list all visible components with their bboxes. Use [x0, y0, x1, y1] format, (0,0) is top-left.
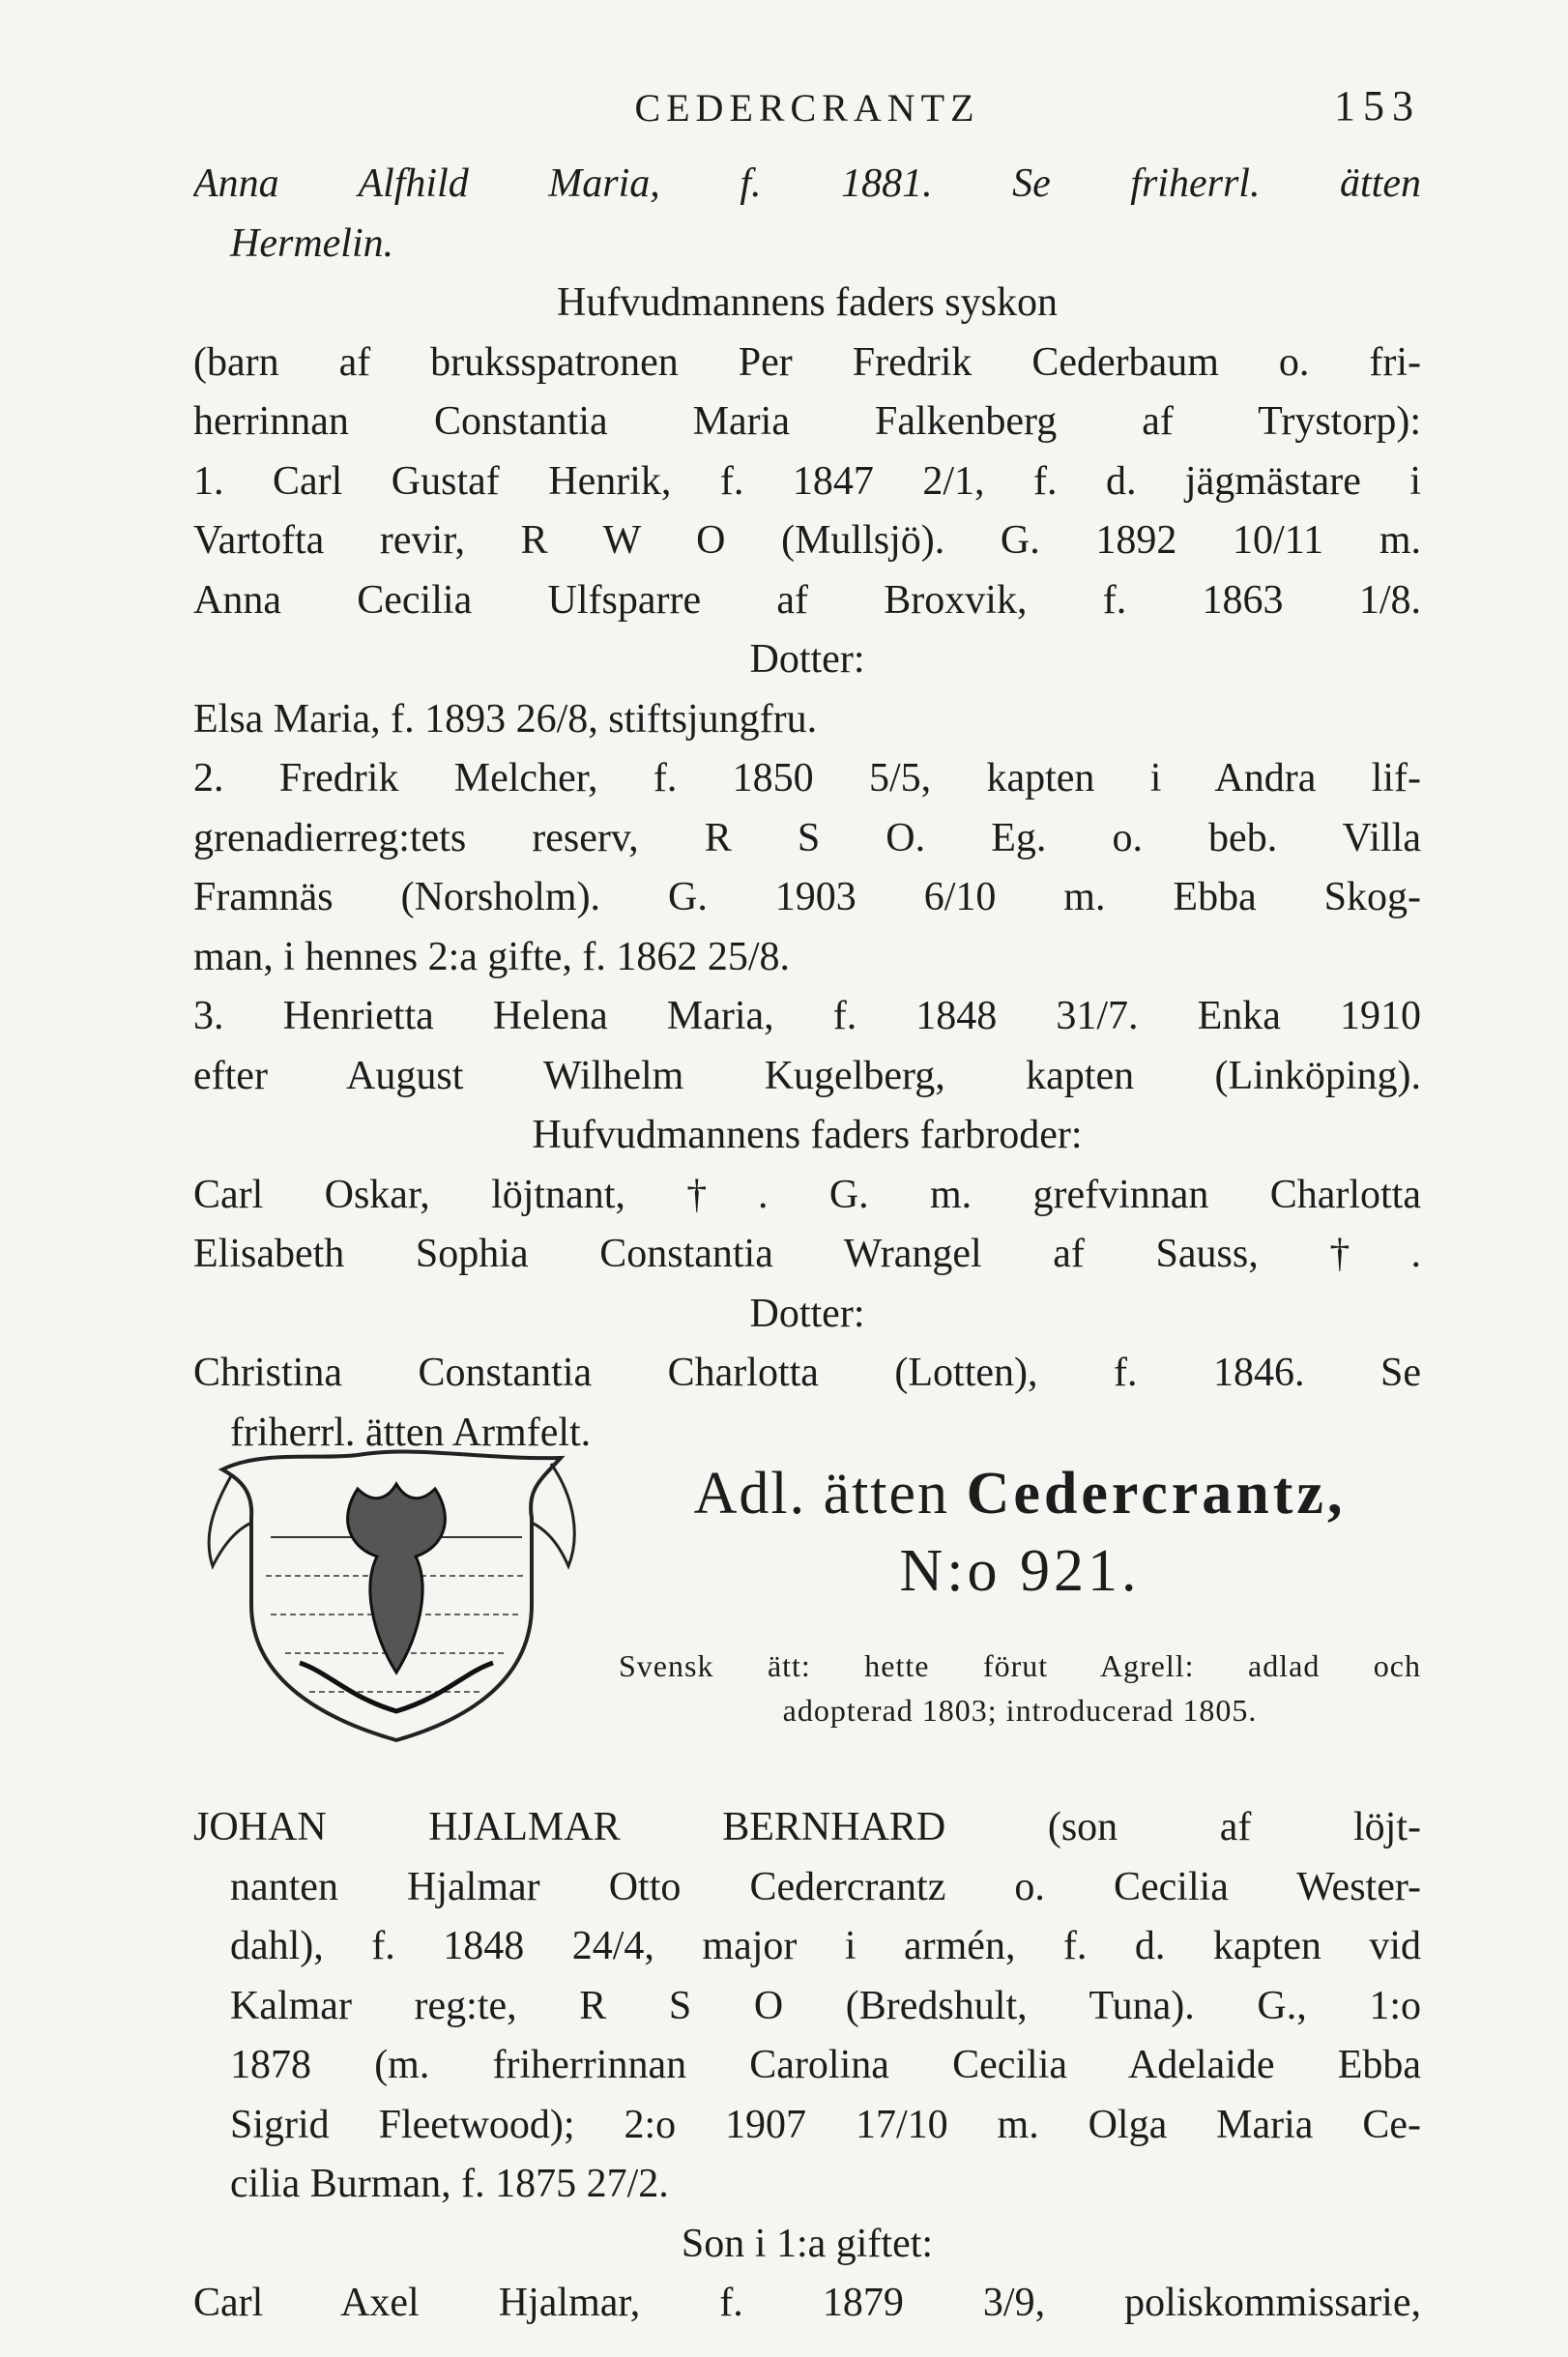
- text-line: 1878 (m. friherrinnan Carolina Cecilia Adelaide Ebba: [230, 2043, 1421, 2087]
- text-line: Elisabeth Sophia Constantia Wrangel af Sauss, †.: [193, 1232, 1421, 1276]
- section-heading: Dotter:: [749, 1291, 865, 1336]
- text-line: (barn af bruksspatronen Per Fredrik Cederbaum o. fri-: [193, 339, 1421, 385]
- main-entry-text: [193, 1798, 1421, 2334]
- text-line: grenadierreg:tets reserv, R S O. Eg. o. beb. Villa: [193, 815, 1421, 860]
- text-line: Sigrid Fleetwood); 2:o 1907 17/10 m. Olga Maria Ce-: [230, 2102, 1421, 2147]
- note-line: adopterad 1803; introducerad 1805.: [782, 1693, 1258, 1728]
- page-number: 153: [1334, 82, 1421, 130]
- text-line: herrinnan Constantia Maria Falkenberg af Trystorp):: [193, 399, 1421, 444]
- running-head: [193, 75, 1421, 133]
- text-line: Anna Alfhild Maria, f. 1881. Se friherrl. ätten: [193, 161, 1421, 206]
- note-line: Svensk ätt: hette förut Agrell: adlad och: [619, 1648, 1421, 1683]
- family-title: [619, 1460, 1421, 1528]
- prelude-text: [193, 155, 1421, 1463]
- text-line: 3. Henrietta Helena Maria, f. 1848 31/7. Enka 1910: [193, 994, 1421, 1038]
- text-line: Carl Axel Hjalmar, f. 1879 3/9, poliskommissarie,: [193, 2281, 1421, 2325]
- text-line: Kalmar reg:te, R S O (Bredshult, Tuna). G., 1:o: [230, 1983, 1421, 2028]
- family-note: [619, 1644, 1421, 1732]
- text-line: Hermelin.: [230, 220, 394, 266]
- section-heading: Hufvudmannens faders farbroder:: [532, 1113, 1083, 1157]
- family-heading-block: [193, 1392, 1421, 1818]
- text-line: friherrl. ätten Armfelt.: [230, 1410, 592, 1455]
- family-number: N:o 921.: [899, 1538, 1141, 1604]
- text-line: efter August Wilhelm Kugelberg, kapten (Linköping).: [193, 1053, 1421, 1098]
- running-title: CEDERCRANTZ: [634, 86, 980, 130]
- family-title-prefix: Adl. ätten: [693, 1461, 950, 1527]
- text-line: man, i hennes 2:a gifte, f. 1862 25/8.: [193, 934, 791, 979]
- text-line: 2. Fredrik Melcher, f. 1850 5/5, kapten i Andra lif-: [193, 756, 1421, 800]
- text-line: Carl Oskar, löjtnant, †. G. m. grefvinnan Charlotta: [193, 1172, 1421, 1217]
- section-heading: Hufvudmannens faders syskon: [557, 280, 1058, 325]
- text-line: Anna Cecilia Ulfsparre af Broxvik, f. 1863 1/8.: [193, 577, 1421, 623]
- text-line: Elsa Maria, f. 1893 26/8, stiftsjungfru.: [193, 696, 818, 742]
- coat-of-arms-icon: [193, 1431, 590, 1750]
- text-line: JOHAN HJALMAR BERNHARD (son af löjt-: [193, 1805, 1421, 1849]
- text-line: dahl), f. 1848 24/4, major i armén, f. d. kapten vid: [230, 1924, 1421, 1968]
- family-title-name: Cedercrantz,: [966, 1461, 1347, 1527]
- text-line: nanten Hjalmar Otto Cedercrantz o. Cecilia Wester-: [230, 1864, 1421, 1909]
- text-line: cilia Burman, f. 1875 27/2.: [230, 2162, 669, 2206]
- section-heading: Dotter:: [749, 637, 865, 682]
- text-line: 1. Carl Gustaf Henrik, f. 1847 2/1, f. d. jägmästare i: [193, 458, 1421, 504]
- section-heading: Son i 1:a giftet:: [681, 2221, 934, 2266]
- text-line: Christina Constantia Charlotta (Lotten), f. 1846. Se: [193, 1351, 1421, 1395]
- text-line: Framnäs (Norsholm). G. 1903 6/10 m. Ebba Skog-: [193, 875, 1421, 919]
- text-line: Vartofta revir, R W O (Mullsjö). G. 1892 10/11 m.: [193, 518, 1421, 563]
